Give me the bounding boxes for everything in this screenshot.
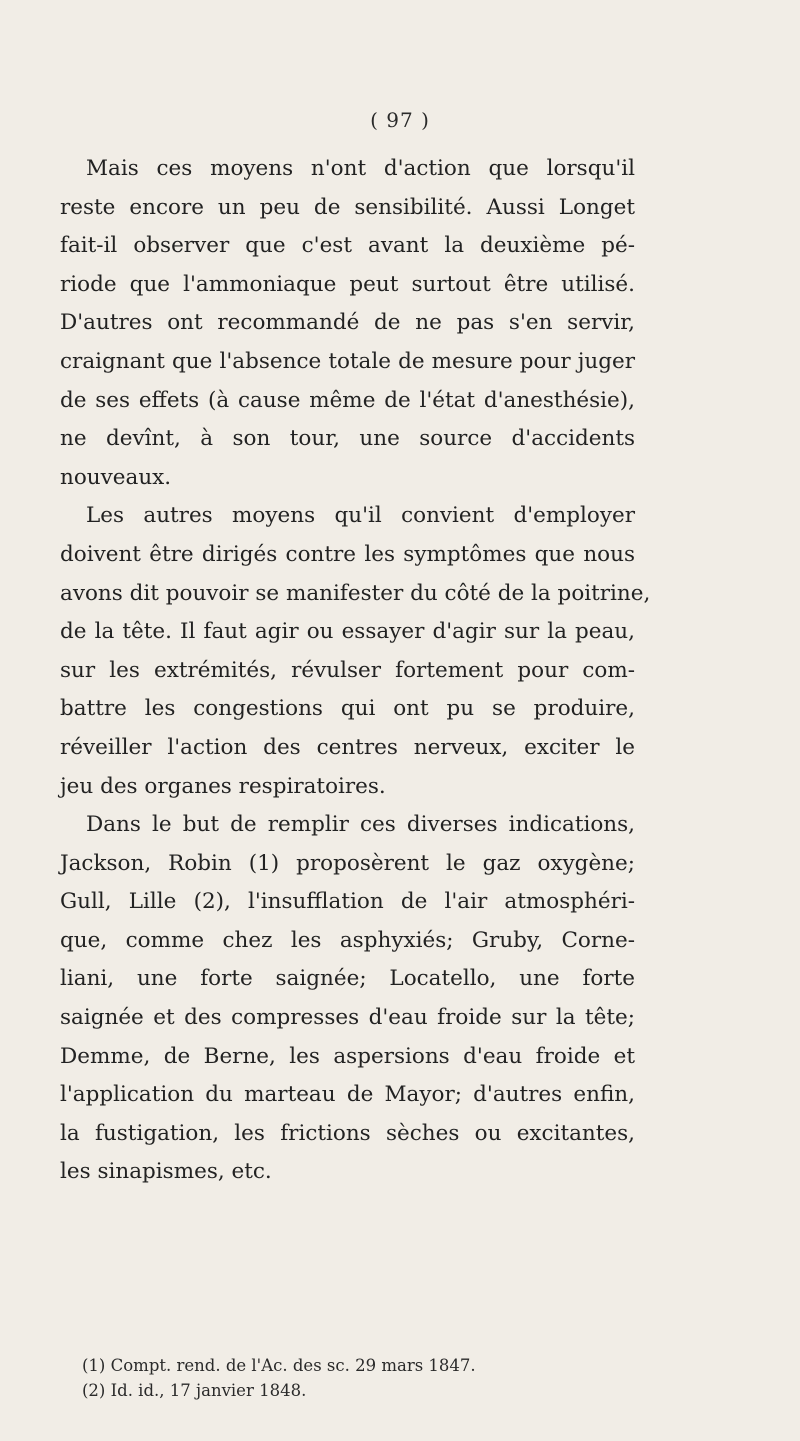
text-line: Dans le but de remplir ces diverses indications, bbox=[86, 812, 635, 838]
text-line: fait-il observer que c'est avant la deuxième pé- bbox=[60, 233, 635, 259]
text-line: avons dit pouvoir se manifester du côté de la poitrine, bbox=[60, 580, 651, 606]
text-line: riode que l'ammoniaque peut surtout être utilisé. bbox=[60, 271, 635, 297]
text-line: les sinapismes, etc. bbox=[60, 1159, 272, 1185]
footnotes bbox=[82, 1353, 582, 1403]
footnote-1: (1) Compt. rend. de l'Ac. des sc. 29 mars 1847. bbox=[82, 1356, 476, 1375]
body-text bbox=[60, 150, 651, 1192]
text-line: de ses effets (à cause même de l'état d'anesthésie), bbox=[60, 387, 635, 413]
text-line: battre les congestions qui ont pu se produire, bbox=[60, 696, 635, 722]
text-line: Jackson, Robin (1) proposèrent le gaz oxygène; bbox=[60, 850, 635, 876]
text-line: saignée et des compresses d'eau froide sur la tête; bbox=[60, 1005, 635, 1031]
text-line: doivent être dirigés contre les symptômes que nous bbox=[60, 541, 635, 567]
text-line: l'application du marteau de Mayor; d'autres enfin, bbox=[60, 1082, 635, 1108]
paragraph-2 bbox=[60, 497, 651, 806]
paragraph-1 bbox=[60, 150, 635, 497]
text-line: Demme, de Berne, les aspersions d'eau froide et bbox=[60, 1043, 635, 1069]
text-line: réveiller l'action des centres nerveux, exciter le bbox=[60, 734, 635, 760]
text-line: D'autres ont recommandé de ne pas s'en servir, bbox=[60, 310, 635, 336]
text-line: nouveaux. bbox=[60, 464, 172, 490]
text-line: Les autres moyens qu'il convient d'employer bbox=[86, 503, 635, 529]
text-line: ne devînt, à son tour, une source d'accidents bbox=[60, 426, 635, 452]
text-line: Mais ces moyens n'ont d'action que lorsqu'il bbox=[86, 156, 635, 181]
text-line: la fustigation, les frictions sèches ou excitantes, bbox=[60, 1120, 635, 1146]
text-line: liani, une forte saignée; Locatello, une forte bbox=[60, 966, 635, 992]
text-line: Gull, Lille (2), l'insufflation de l'air atmosphéri- bbox=[60, 889, 635, 915]
text-line: de la tête. Il faut agir ou essayer d'agir sur la peau, bbox=[60, 619, 635, 645]
footnote-2: (2) Id. id., 17 janvier 1848. bbox=[82, 1381, 307, 1400]
text-line: jeu des organes respiratoires. bbox=[60, 773, 386, 799]
text-line: que, comme chez les asphyxiés; Gruby, Corne- bbox=[60, 927, 635, 953]
text-line: craignant que l'absence totale de mesure pour juger bbox=[60, 348, 635, 374]
page-number: ( 97 ) bbox=[370, 108, 430, 132]
paragraph-3 bbox=[60, 806, 635, 1192]
text-line: reste encore un peu de sensibilité. Aussi Longet bbox=[60, 194, 635, 220]
text-line: sur les extrémités, révulser fortement pour com- bbox=[60, 657, 635, 683]
